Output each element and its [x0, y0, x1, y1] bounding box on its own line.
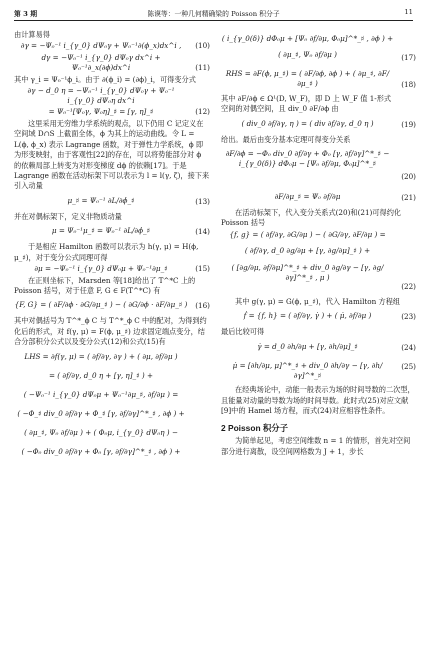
equation-number: (12) — [195, 107, 210, 117]
text-line: 给出。最后由变分基本定理可得变分关系 — [221, 134, 351, 144]
equation-body: LHS = ∂f(γ, μ) = ( ∂f/∂γ, ∂γ ) + ( ∂μ, ∂f/∂μ ) — [24, 351, 178, 361]
paragraph: 于是相应 Hamilton 函数可以表示为 h(γ, μ) = H(ϕ, μ_♯)，对于变分公式同理可得 — [14, 242, 199, 262]
equation-line: = Ψ₀⁻¹[Ψ₀γ, Ψ₀η]_♯ = [γ, η]_♯ — [48, 106, 154, 116]
equation-14 — [14, 223, 210, 241]
equation-lhs-line — [14, 387, 210, 405]
equation-12 — [14, 86, 210, 118]
equation-lhs-line — [14, 406, 210, 424]
equation-body: γ̇ = d_0 ∂h/∂μ + [γ, ∂h/∂μ]_♯ — [257, 341, 358, 351]
paragraph: 在活动标架下，代入变分关系式(20)和(21)可得约化 Poisson 括号 — [221, 208, 402, 228]
paragraph: 在经典场论中，动能一般表示为场的时间导数的二次型，且能量对动量的导数为场的时间导数。此时式(25)对应文献[9]中的 Hamel 场方程，而式(24)对应相容性条件。 — [221, 385, 415, 416]
issue-number: 第 3 期 — [14, 10, 38, 18]
equation-18 — [221, 66, 416, 93]
equation-number: (25) — [401, 361, 416, 371]
equation-number: (16) — [195, 301, 210, 311]
paragraph: 其中 γ_i = Ψ₀⁻¹ϕ_i。由于 ∂(ϕ_i) = (∂ϕ)_i，可得变分式 — [14, 74, 196, 84]
equation-15 — [14, 264, 210, 274]
paragraph: 其中对偶括号为 T^*_ϕ C 与 T^*_ϕ C 中的配对，为得到约化后的形式，对 f(γ, μ) = F(ϕ, μ_♯) 边求固定端点变分，结合分部积分公式以及变分公式(12)和公式(15)有 — [14, 316, 207, 347]
equation-10 — [14, 41, 210, 51]
text-line: 并在对偶标架下，定义非物质动量 — [14, 211, 122, 221]
equation-lhs-line — [14, 368, 210, 386]
left-column — [14, 30, 210, 660]
equation-body: ( div_0 ∂f/∂γ, η ) = ( div ∂f/∂γ, d_0 η ) — [241, 118, 374, 128]
equation-body: μ̇ = [∂h/∂μ, μ]^*_♯ + div_0 ∂h/∂γ − [γ, ∂h/∂γ]^*_♯ — [232, 360, 383, 381]
equation-body: = ( ∂f/∂γ, d_0 η + [γ, η]_♯ ) + — [49, 370, 153, 380]
equation-body: ∂γ = −Ψ₀⁻¹ i_{γ_0} dΨ₀γ + Ψ₀⁻¹∂(ϕ_x)dx^i , — [20, 41, 182, 51]
paragraph: 这里采用无穷维力学系统的观点，以下仍用 C 记定义在空间域 D∩S 上截面全体，ϕ 为其上的运动曲线。令 L = L(ϕ, ϕ_x) 表示 Lagrange 函数，对于弹性力学系统，ϕ 即为形变映射，由于客观性[22]的存在，可以将势能部分对 ϕ 的依赖局部上转变为对形变梯度 dϕ 的依赖[17]。于是 Lagrange 函数在活动标架下可以表示为 l = l(γ, ζ)，接下来引入动量 — [14, 119, 210, 191]
text-line: 空间的对偶空间，且 div_0 ∂F/∂ϕ 由 — [221, 104, 339, 114]
equation-number: (21) — [401, 193, 416, 203]
equation-line: ( [∂g/∂μ, ∂f/∂μ]^*_♯ + div_0 ∂g/∂γ − [γ, ∂g/∂γ]^*_♯ , μ ) — [231, 262, 384, 283]
equation-line: ∂γ − d_0 η = −Ψ₀⁻¹ i_{γ_0} dΨ₀γ + Ψ₀⁻¹ i_{γ_0} dΨ₀η dx^i — [27, 86, 175, 106]
equation-13 — [14, 193, 210, 211]
equation-11 — [14, 53, 210, 74]
equation-19 — [221, 116, 416, 134]
equation-number: (15) — [195, 264, 210, 274]
equation-body: dγ = −Ψ₀⁻¹ i_{γ_0} dΨ₀γ dx^i + Ψ₀⁻¹∂_x(∂ϕ)dx^i — [41, 52, 161, 73]
equation-number: (11) — [195, 62, 210, 72]
equation-line: {f, g} = ( ∂f/∂γ, ∂G/∂μ ) − ( ∂G/∂γ, ∂F/∂μ ) = — [229, 229, 386, 239]
equation-16 — [14, 297, 210, 315]
text-line: 最后比较可得 — [221, 327, 265, 337]
equation-body: ∂F/∂ϕ = −Φ₀ div_0 ∂f/∂γ + Φ₀ [γ, ∂f/∂γ]^*_♯ − i_{γ_0(δ)} dΦ₀μ − [Ψ₀ ∂f/∂μ, Φ₀μ]^*_♯ — [225, 149, 390, 169]
paragraph: 为简单起见，考虑空间维数 n = 1 的情形，首先对空间部分进行离散，设空间网格数为 J + 1，步长 — [221, 436, 411, 456]
equation-body: ḟ = {f, h} = ( ∂f/∂γ, γ̇ ) + ( μ̇, ∂f/∂μ ) — [243, 311, 372, 321]
equation-17 — [221, 31, 416, 65]
equation-24 — [221, 339, 416, 357]
equation-22 — [221, 230, 416, 296]
equation-body: μ_♯ = Ψ₀⁻¹ ∂L/∂ϕ̇_♯ — [67, 195, 135, 205]
equation-number: (20) — [401, 172, 416, 182]
equation-number: (10) — [195, 41, 210, 51]
page-number: 11 — [404, 8, 413, 16]
equation-body: ∂F/∂μ_♯ = Ψ₀ ∂f/∂μ — [274, 192, 341, 202]
header-rule — [14, 20, 413, 21]
paragraph: 其中 g(γ, μ) = G(ϕ, μ_♯)，代入 Hamilton 方程组 — [235, 296, 401, 306]
section-heading: 2 Poisson 积分子 — [221, 422, 289, 433]
equation-line: ( ∂μ_♯, Ψ₀ ∂f/∂μ ) — [278, 50, 337, 60]
equation-line: ( i_{γ_0(δ)} dΦ₀μ + [Ψ₀ ∂f/∂μ, Φ₀μ]^*_♯ , ∂ϕ ) + — [221, 34, 394, 43]
equation-20 — [221, 146, 416, 188]
equation-body: μ = Ψ₀⁻¹μ_♯ = Ψ₀⁻¹ ∂L/∂ϕ̇_♯ — [51, 226, 151, 236]
equation-lhs-line — [14, 349, 210, 367]
equation-body: ( ∂μ_♯, Ψ₀ ∂f/∂μ ) + ( Φ₀μ, i_{γ_0} dΨ₀η ) − — [24, 427, 178, 437]
running-title: 陈谟等：一种几何精确梁的 Poisson 积分子 — [147, 10, 280, 18]
equation-number: (13) — [195, 196, 210, 206]
equation-21 — [221, 189, 416, 207]
equation-line: ( ∂f/∂γ, d_0 ∂g/∂μ + [γ, ∂g/∂μ]_♯ ) + — [244, 246, 371, 256]
equation-lhs-line — [14, 425, 210, 443]
equation-number: (22) — [401, 281, 416, 291]
equation-lhs-line — [14, 444, 210, 462]
equation-number: (17) — [401, 53, 416, 62]
text-line: 由计算易得 — [14, 30, 50, 39]
equation-body: ( −Ψ₀⁻¹ i_{γ_0} dΨ₀μ + Ψ₀⁻¹∂μ_♯, ∂f/∂μ ) = — [23, 389, 179, 399]
equation-body: ∂μ = −Ψ₀⁻¹ i_{γ_0} dΨ₀μ + Ψ₀⁻¹∂μ_♯ — [34, 264, 168, 274]
equation-body: ( −Φ_♯ div_0 ∂f/∂γ + Φ_♯ [γ, ∂f/∂γ]^*_♯ , ∂ϕ ) + — [17, 408, 185, 418]
paragraph: 在正则坐标下，Marsden 等[18]给出了 T^*C 上的 Poisson 括号，对于任意 F, G ∈ F(T^*C) 有 — [14, 275, 196, 295]
equation-body: RHS = ∂F(ϕ, μ_♯) = ( ∂F/∂ϕ, ∂ϕ ) + ( ∂μ_♯, ∂F/∂μ_♯ ) — [225, 69, 390, 89]
page-header — [14, 6, 413, 20]
equation-number: (14) — [195, 227, 210, 237]
equation-number: (19) — [401, 119, 416, 129]
equation-body: ( −Φ₀ div_0 ∂f/∂γ + Φ₀ [γ, ∂f/∂γ]^*_♯ , ∂ϕ ) + — [21, 446, 181, 456]
right-column — [221, 30, 416, 660]
equation-23 — [221, 308, 416, 326]
equation-number: (18) — [401, 80, 416, 89]
equation-number: (23) — [401, 312, 416, 322]
text-line: 其中 ∂F/∂ϕ ∈ Ω¹(D, W_F)，即 D 上 W_F 值 1-形式 — [221, 93, 392, 103]
equation-body: {F, G} = ( ∂F/∂ϕ · ∂G/∂μ_♯ ) − ( ∂G/∂ϕ · ∂F/∂μ_♯ ) — [14, 300, 188, 310]
equation-25 — [221, 358, 416, 385]
equation-number: (24) — [401, 342, 416, 352]
